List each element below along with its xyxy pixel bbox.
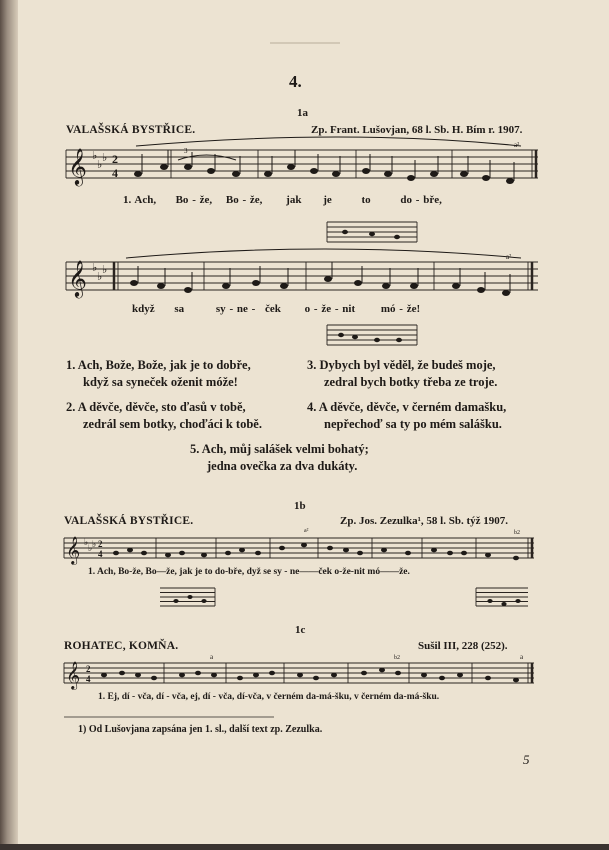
song-number: 4. (289, 72, 302, 91)
lyric-syllable: že, (249, 194, 263, 206)
treble-clef-icon: 𝄞 (68, 147, 87, 185)
staff-1a-line1 (66, 141, 538, 190)
variant-mark: a² (514, 141, 520, 149)
variant-1b-label: 1b (294, 500, 306, 512)
footnote-rule (64, 716, 274, 718)
verse-line: zedrál sem botky, choďáci k tobě. (83, 417, 262, 431)
lyric-syllable: že (321, 303, 332, 315)
flat-sign-icon: ♭ (92, 150, 98, 162)
page-bottom-edge (0, 844, 609, 850)
ossia-staff-1 (327, 222, 417, 242)
lyric-syllable: - (313, 303, 318, 315)
lyric-syllable: ček (265, 303, 281, 315)
variant-1c-place: ROHATEC, KOMŇA. (64, 640, 179, 652)
variant-1a-label: 1a (297, 107, 308, 119)
verse-4 (307, 399, 506, 433)
verse-1 (66, 357, 251, 391)
lyric-syllable: Bo (175, 194, 189, 206)
lyric-syllable: to (361, 194, 371, 206)
flat-sign-icon: ♭ (102, 152, 108, 164)
staff-1a-line2 (66, 253, 538, 302)
verse-line: 1. Ach, Bože, Bože, jak je to dobře, (66, 358, 251, 372)
lyric-syllable: jak (286, 194, 302, 206)
variant-1a-source: Zp. Frant. Lušovjan, 68 l. Sb. H. Bím r. 1907. (311, 124, 523, 136)
verse-line: 3. Dybych byl věděl, že budeš moje, (307, 358, 496, 372)
lyric-syllable: je (323, 194, 332, 206)
time-signature-bottom: 4 (112, 166, 118, 180)
verse-line: 4. A děvče, děvče, v černém damašku, (307, 400, 507, 414)
lyric-syllable: do (400, 194, 413, 206)
variant-mark: a (520, 653, 524, 661)
slur-mark (126, 249, 521, 258)
variant-1b-place: VALAŠSKÁ BYSTŘICE. (64, 515, 194, 527)
time-signature-top: 2 (98, 539, 103, 549)
verse-line: jedna ovečka za dva dukáty. (207, 459, 358, 473)
lyrics-1c: 1. Ej, dí - vča, dí - vča, ej, dí - vča, dí-vča, v černém da-má-šku, v černém da-má-šku. (98, 692, 440, 702)
staff-1b (64, 528, 534, 564)
footnote: 1) Od Lušovjana zapsána jen 1. sl., další text zp. Zezulka. (78, 724, 323, 735)
ossia-staff-3 (160, 588, 215, 606)
flat-sign-icon: ♭ (92, 262, 98, 274)
treble-clef-icon: 𝄞 (66, 663, 81, 689)
lyric-syllable: nit (342, 303, 356, 315)
flat-sign-icon: ♭ (97, 159, 103, 171)
book-binding (0, 0, 18, 850)
flat-sign-icon: ♭ (88, 543, 93, 553)
lyric-syllable: - (251, 303, 256, 315)
verse-5 (190, 441, 369, 475)
lyric-syllable: sy (215, 303, 226, 315)
verse-line: nepřechoď sa ty po mém salášku. (324, 417, 502, 431)
variant-mark: b2 (514, 530, 520, 536)
variant-mark: b2 (394, 655, 400, 661)
flat-sign-icon: ♭ (102, 264, 108, 276)
lyric-syllable: Bo (225, 194, 239, 206)
verse-2 (66, 399, 262, 433)
lyric-syllable: - (334, 303, 339, 315)
ossia-staff-4 (476, 588, 528, 606)
variant-mark: a (210, 653, 214, 661)
treble-clef-icon: 𝄞 (66, 538, 81, 564)
lyric-syllable: že! (406, 303, 421, 315)
verse-line: zedral bych botky třeba ze troje. (324, 375, 498, 389)
variant-mark: a² (506, 253, 512, 261)
ossia-staff-2 (327, 325, 417, 345)
variant-1c-source: Sušil III, 228 (252). (418, 640, 508, 652)
page-number: 5 (523, 752, 530, 767)
lyrics-1a-line2 (132, 303, 420, 315)
time-signature-bottom: 4 (86, 674, 91, 684)
verse-3 (307, 357, 497, 391)
lyric-syllable: sa (174, 303, 185, 315)
treble-clef-icon: 𝄞 (68, 259, 87, 297)
flat-sign-icon: ♭ (97, 271, 103, 283)
lyric-syllable: - (229, 303, 234, 315)
lyrics-1b: 1. Ach, Bo-že, Bo—že, jak je to do-bře, dyž se sy - ne——ček o-že-nit mó——že. (88, 567, 410, 577)
time-signature-top: 2 (112, 152, 118, 166)
lyric-syllable: - (415, 194, 420, 206)
lyric-syllable: - (399, 303, 403, 315)
lyric-syllable: bře, (423, 194, 442, 206)
flat-sign-icon: ♭ (92, 539, 97, 549)
lyrics-1a-line1 (123, 194, 442, 206)
lyric-syllable: ne (236, 303, 248, 315)
variant-1b-source: Zp. Jos. Zezulka¹, 58 l. Sb. týž 1907. (340, 515, 509, 527)
verse-line: 2. A děvče, děvče, sto ďasů v tobě, (66, 400, 246, 414)
staff-1c (64, 653, 534, 689)
top-rule-mark (270, 40, 340, 46)
verse-line: když sa syneček oženit móže! (83, 375, 238, 389)
time-signature-bottom: 4 (98, 549, 103, 559)
variant-mark: a² (304, 528, 309, 534)
variant-1c-label: 1c (295, 624, 306, 636)
variant-1a-place: VALAŠSKÁ BYSTŘICE. (66, 124, 196, 136)
time-signature-top: 2 (86, 664, 91, 674)
slur-mark (136, 137, 521, 146)
lyric-syllable: že, (199, 194, 213, 206)
lyric-syllable: když (132, 303, 155, 315)
lyric-syllable: 1. Ach, (123, 194, 157, 206)
lyric-syllable: - (192, 194, 196, 206)
triplet-mark: 3 (184, 147, 188, 155)
flat-sign-icon: ♭ (84, 537, 89, 547)
lyric-syllable: o (304, 303, 311, 315)
lyric-syllable: - (242, 194, 247, 206)
lyric-syllable: mó (380, 303, 396, 315)
verse-line: 5. Ach, můj salášek velmi bohatý; (190, 442, 369, 456)
